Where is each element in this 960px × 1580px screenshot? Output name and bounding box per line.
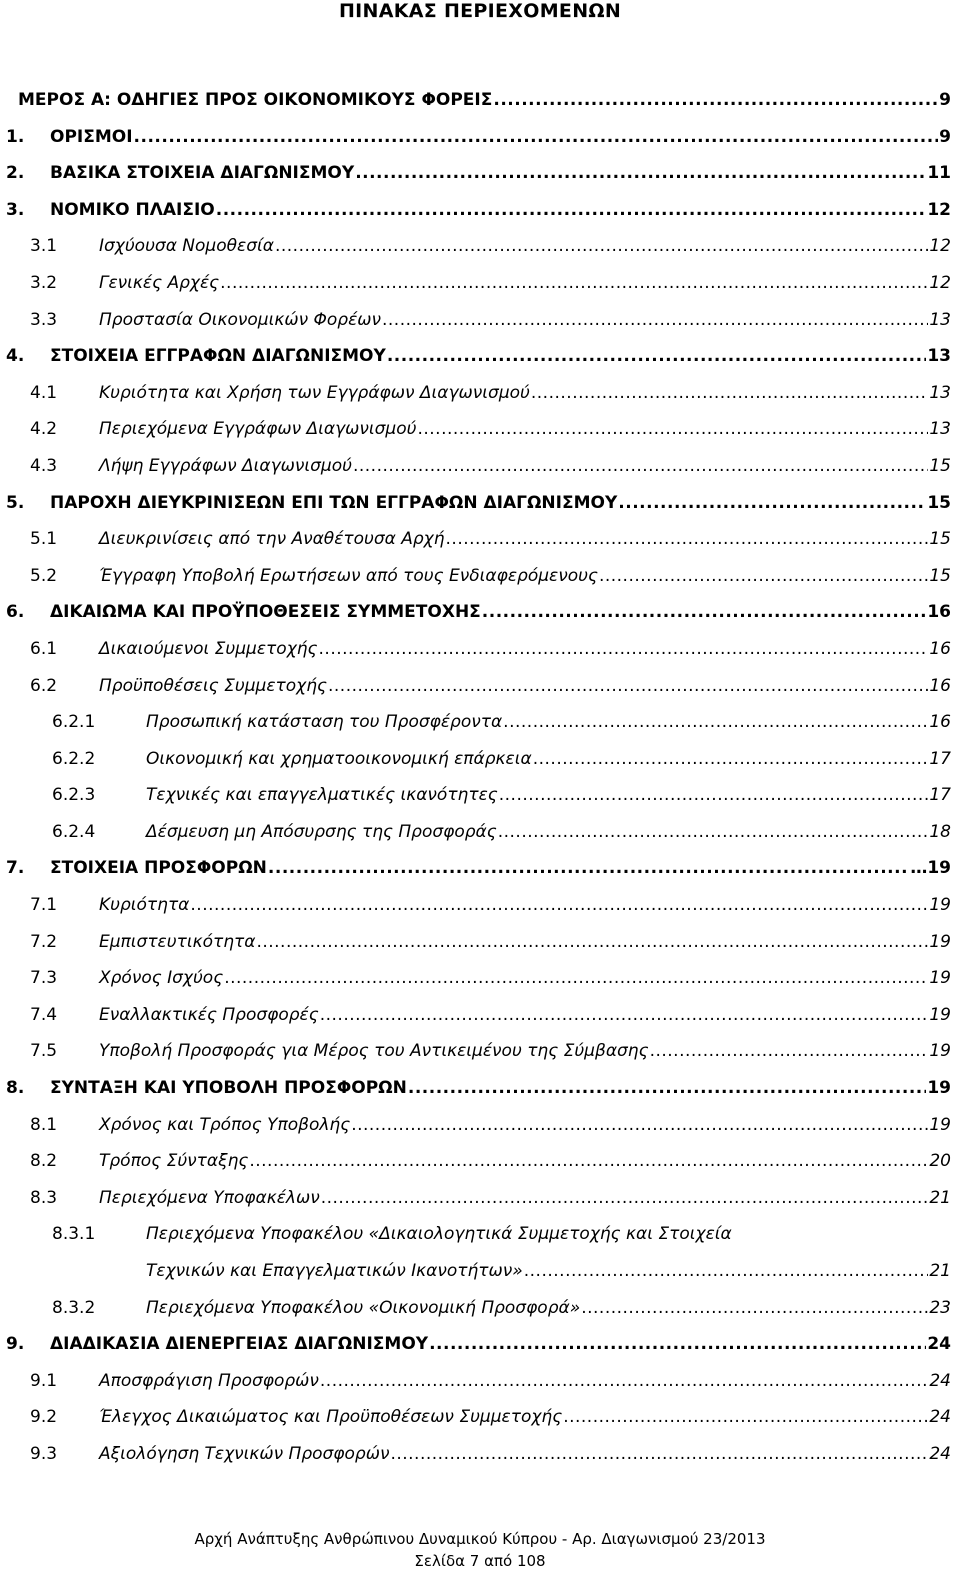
toc-leader-dots <box>320 1367 928 1395</box>
toc-entry-number: 4.1 <box>30 382 58 403</box>
toc-entry-page: 12 <box>929 236 951 257</box>
toc-entry-number: 9.3 <box>30 1443 58 1464</box>
toc-entry-page: 19 <box>929 931 951 952</box>
toc-leader-dots <box>328 672 928 700</box>
toc-entry-title: Οικονομική και χρηματοοικονομική επάρκεια <box>146 748 532 769</box>
toc-entry-number: 7.3 <box>30 968 58 989</box>
toc-entry-page: 9 <box>939 126 951 147</box>
toc-entry-number: 7.1 <box>30 895 58 916</box>
toc-leader-dots <box>319 635 929 663</box>
toc-entry-page: 12 <box>927 199 951 220</box>
toc-leader-dots <box>482 598 927 626</box>
toc-entry-title: Λήψη Εγγράφων Διαγωνισμού <box>99 455 352 476</box>
toc-entry-title: Τεχνικές και επαγγελματικές ικανότητες <box>146 785 498 806</box>
toc-leader-dots <box>355 159 926 187</box>
toc-entry-title: Έγγραφη Υποβολή Ερωτήσεων από τους Ενδιαφερόμενους <box>99 565 598 586</box>
toc-entry-title: Αξιολόγηση Τεχνικών Προσφορών <box>99 1443 390 1464</box>
toc-entry-number: 7.4 <box>30 1004 58 1025</box>
toc-entry-number: 6.2 <box>30 675 58 696</box>
toc-entry[interactable] <box>6 306 951 343</box>
toc-entry-number: 7.2 <box>30 931 58 952</box>
toc-entry-number: 4.2 <box>30 419 58 440</box>
table-of-contents <box>6 86 951 1477</box>
toc-entry-page: 15 <box>927 492 951 513</box>
toc-entry-number: 4.3 <box>30 455 58 476</box>
toc-entry[interactable] <box>6 379 951 416</box>
toc-leader-dots <box>220 269 928 297</box>
toc-entry-page: 20 <box>929 1151 951 1172</box>
toc-entry-page: 21 <box>929 1261 951 1281</box>
toc-entry[interactable] <box>6 123 951 160</box>
toc-entry-page: 19 <box>929 968 951 989</box>
toc-leader-dots <box>387 342 927 370</box>
toc-entry-title: Διευκρινίσεις από την Αναθέτουσα Αρχή <box>99 529 445 550</box>
toc-entry-page: 19 <box>927 1078 951 1099</box>
toc-entry-title: ΝΟΜΙΚΟ ΠΛΑΙΣΙΟ <box>50 199 215 220</box>
toc-entry-number: 4. <box>6 346 25 367</box>
toc-entry-title: ΔΙΚΑΙΩΜΑ ΚΑΙ ΠΡΟΫΠΟΘΕΣΕΙΣ ΣΥΜΜΕΤΟΧΗΣ <box>50 602 481 623</box>
toc-entry-page: 17 <box>929 785 951 806</box>
toc-leader-dots <box>390 1440 928 1468</box>
toc-entry[interactable] <box>6 891 951 928</box>
toc-leader-dots <box>429 1330 926 1358</box>
toc-leader-dots <box>268 854 909 882</box>
toc-entry-title: Γενικές Αρχές <box>99 272 220 293</box>
toc-entry-title: ΣΤΟΙΧΕΙΑ ΠΡΟΣΦΟΡΩΝ <box>50 858 267 879</box>
toc-entry-page: 17 <box>929 748 951 769</box>
toc-entry-page: 18 <box>929 821 951 842</box>
toc-entry-number: 9.1 <box>30 1370 58 1391</box>
toc-entry[interactable] <box>6 232 951 269</box>
toc-entry-title: Ισχύουσα Νομοθεσία <box>99 236 274 257</box>
toc-leader-dots <box>446 525 929 553</box>
toc-entry-page: 13 <box>927 346 951 367</box>
toc-entry-title: Χρόνος και Τρόπος Υποβολής <box>99 1114 351 1135</box>
toc-entry-title: Περιεχόμενα Υποφακέλου «Οικονομική Προσφορά» <box>146 1297 581 1318</box>
toc-entry-number: 2. <box>6 163 25 184</box>
toc-entry-title: Τεχνικών και Επαγγελματικών Ικανοτήτων» <box>146 1261 523 1281</box>
toc-entry[interactable] <box>6 525 951 562</box>
toc-entry-page: 16 <box>929 712 951 733</box>
toc-entry[interactable] <box>6 1294 951 1331</box>
toc-entry-number: 6.1 <box>30 638 58 659</box>
toc-entry-title: Κυριότητα και Χρήση των Εγγράφων Διαγωνισμού <box>99 382 530 403</box>
toc-entry-title: Εμπιστευτικότητα <box>99 931 256 952</box>
toc-entry-number: 7.5 <box>30 1041 58 1062</box>
toc-entry-title: Τρόπος Σύνταξης <box>99 1151 249 1172</box>
toc-entry-title: ΠΑΡΟΧΗ ΔΙΕΥΚΡΙΝΙΣΕΩΝ ΕΠΙ ΤΩΝ ΕΓΓΡΑΦΩΝ ΔΙΑΓΩΝΙΣΜΟΥ <box>50 492 618 513</box>
toc-entry-page: 9 <box>939 90 951 110</box>
toc-entry[interactable] <box>6 672 951 709</box>
toc-entry-title: Προϋποθέσεις Συμμετοχής <box>99 675 327 696</box>
toc-entry[interactable] <box>6 86 951 123</box>
toc-entry[interactable] <box>6 415 951 452</box>
toc-entry[interactable] <box>6 269 951 306</box>
toc-entry[interactable] <box>6 818 951 855</box>
toc-entry[interactable] <box>6 452 951 489</box>
toc-entry[interactable] <box>6 196 951 233</box>
toc-leader-dots <box>531 379 928 407</box>
toc-entry-number: 6.2.3 <box>52 785 96 806</box>
toc-leader-dots <box>134 123 939 151</box>
toc-entry-number: 9.2 <box>30 1407 58 1428</box>
toc-leader-dots <box>581 1294 928 1322</box>
toc-entry-number: 5.1 <box>30 529 58 550</box>
toc-entry-page: 16 <box>929 675 951 696</box>
toc-entry-page: 19 <box>929 895 951 916</box>
toc-entry-page: 16 <box>927 602 951 623</box>
toc-entry-number: 5. <box>6 492 25 513</box>
toc-entry-number: 8.1 <box>30 1114 58 1135</box>
toc-entry-number: 3.3 <box>30 309 58 330</box>
toc-leader-dots <box>493 86 938 114</box>
toc-entry-page: 19 <box>929 1114 951 1135</box>
toc-entry[interactable] <box>6 1403 951 1440</box>
toc-entry-title: Περιεχόμενα Υποφακέλου «Δικαιολογητικά Συμμετοχής και Στοιχεία <box>146 1224 732 1245</box>
toc-leader-dots <box>417 415 928 443</box>
toc-entry-number: 6. <box>6 602 25 623</box>
toc-entry-number: 9. <box>6 1334 25 1355</box>
toc-entry-page: 19 <box>929 1004 951 1025</box>
toc-entry-title: Δικαιούμενοι Συμμετοχής <box>99 638 318 659</box>
toc-leader-dots <box>190 891 928 919</box>
toc-entry[interactable] <box>6 1037 951 1074</box>
toc-leader-dots <box>382 306 928 334</box>
toc-entry-page: 19 <box>929 1041 951 1062</box>
toc-entry-number: 6.2.4 <box>52 821 96 842</box>
toc-entry[interactable] <box>6 489 951 526</box>
toc-entry-number: 5.2 <box>30 565 58 586</box>
toc-leader-dots <box>351 1111 928 1139</box>
toc-leader-dots <box>224 964 928 992</box>
toc-entry-page: 24 <box>927 1334 951 1355</box>
toc-entry[interactable] <box>6 562 951 599</box>
toc-entry[interactable] <box>6 1111 951 1148</box>
toc-entry-page: 24 <box>929 1370 951 1391</box>
toc-entry-page: 15 <box>929 455 951 476</box>
toc-entry[interactable] <box>6 781 951 818</box>
toc-leader-dots <box>599 562 928 590</box>
toc-leader-dots <box>249 1147 928 1175</box>
toc-entry-number: 1. <box>6 126 25 147</box>
toc-entry-page: 15 <box>929 529 951 550</box>
toc-entry-title: ΣΤΟΙΧΕΙΑ ΕΓΓΡΑΦΩΝ ΔΙΑΓΩΝΙΣΜΟΥ <box>50 346 386 367</box>
footer-page-number: Σελίδα 7 από 108 <box>414 1552 546 1570</box>
toc-entry-title: Περιεχόμενα Εγγράφων Διαγωνισμού <box>99 419 417 440</box>
toc-entry-page: 13 <box>929 309 951 330</box>
toc-entry[interactable] <box>6 1147 951 1184</box>
toc-entry-title: ΔΙΑΔΙΚΑΣΙΑ ΔΙΕΝΕΡΓΕΙΑΣ ΔΙΑΓΩΝΙΣΜΟΥ <box>50 1334 429 1355</box>
toc-entry-page: 11 <box>927 163 951 184</box>
toc-entry-page: 24 <box>929 1407 951 1428</box>
toc-entry-page: 13 <box>929 382 951 403</box>
toc-entry[interactable] <box>6 342 951 379</box>
toc-leader-dots <box>563 1403 928 1431</box>
toc-entry[interactable] <box>6 1440 951 1477</box>
toc-entry-title: Έλεγχος Δικαιώματος και Προϋποθέσεων Συμμετοχής <box>99 1407 563 1428</box>
toc-entry-number: 7. <box>6 858 25 879</box>
toc-leader-dots <box>216 196 927 224</box>
toc-entry[interactable] <box>6 928 951 965</box>
toc-leader-dots <box>320 1001 929 1029</box>
toc-entry[interactable] <box>6 598 951 635</box>
toc-entry-page: 24 <box>929 1443 951 1464</box>
toc-leader-dots <box>498 818 929 846</box>
toc-entry-page: 16 <box>929 638 951 659</box>
toc-entry-page: 21 <box>929 1187 951 1208</box>
toc-leader-dots <box>650 1037 929 1065</box>
page-footer <box>0 1528 960 1572</box>
toc-entry-title: Εναλλακτικές Προσφορές <box>99 1004 319 1025</box>
toc-entry[interactable] <box>6 1074 951 1111</box>
toc-leader-dots <box>618 489 926 517</box>
toc-entry-title: Περιεχόμενα Υποφακέλων <box>99 1187 320 1208</box>
toc-entry[interactable] <box>6 745 951 782</box>
toc-entry-title: Αποσφράγιση Προσφορών <box>99 1370 319 1391</box>
toc-entry-page: …19 <box>910 858 951 879</box>
toc-entry-page: 12 <box>929 272 951 293</box>
toc-leader-dots <box>408 1074 926 1102</box>
toc-entry-number: 8. <box>6 1078 25 1099</box>
toc-entry-number: 8.3.2 <box>52 1297 96 1318</box>
toc-entry-number: 8.3 <box>30 1187 58 1208</box>
toc-entry-title: Δέσμευση μη Απόσυρσης της Προσφοράς <box>146 821 497 842</box>
toc-entry[interactable] <box>6 635 951 672</box>
toc-entry-page: 23 <box>929 1297 951 1318</box>
toc-entry[interactable] <box>6 964 951 1001</box>
toc-entry-title: ΒΑΣΙΚΑ ΣΤΟΙΧΕΙΑ ΔΙΑΓΩΝΙΣΜΟΥ <box>50 163 355 184</box>
toc-entry-title: ΟΡΙΣΜΟΙ <box>50 126 133 147</box>
toc-leader-dots <box>353 452 928 480</box>
toc-entry-title: Χρόνος Ισχύος <box>99 968 224 989</box>
toc-entry-title: Προσωπική κατάσταση του Προσφέροντα <box>146 712 503 733</box>
toc-entry[interactable] <box>6 1001 951 1038</box>
toc-entry[interactable] <box>6 1184 951 1221</box>
toc-leader-dots <box>499 781 929 809</box>
toc-leader-dots <box>256 928 928 956</box>
toc-entry[interactable] <box>6 708 951 745</box>
footer-organization: Αρχή Ανάπτυξης Ανθρώπινου Δυναμικού Κύπρου - Αρ. Διαγωνισμού 23/2013 <box>194 1530 766 1548</box>
toc-entry[interactable] <box>6 1367 951 1404</box>
toc-entry-number: 6.2.2 <box>52 748 96 769</box>
toc-entry-number: 3.1 <box>30 236 58 257</box>
toc-leader-dots <box>503 708 928 736</box>
toc-entry-title: Υποβολή Προσφοράς για Μέρος του Αντικειμένου της Σύμβασης <box>99 1041 649 1062</box>
toc-entry-page: 13 <box>929 419 951 440</box>
toc-entry-number: 8.3.1 <box>52 1224 96 1245</box>
toc-entry-number: 3. <box>6 199 25 220</box>
toc-leader-dots <box>321 1184 929 1212</box>
toc-entry-title: ΣΥΝΤΑΞΗ ΚΑΙ ΥΠΟΒΟΛΗ ΠΡΟΣΦΟΡΩΝ <box>50 1078 407 1099</box>
toc-entry[interactable] <box>6 159 951 196</box>
page-title: ΠΙΝΑΚΑΣ ΠΕΡΙΕΧΟΜΕΝΩΝ <box>338 0 622 22</box>
toc-entry-title: Κυριότητα <box>99 895 190 916</box>
toc-entry-page: 15 <box>929 565 951 586</box>
toc-leader-dots <box>275 232 928 260</box>
toc-entry-number: 3.2 <box>30 272 58 293</box>
toc-entry[interactable] <box>6 1220 951 1257</box>
toc-entry-title: Προστασία Οικονομικών Φορέων <box>99 309 381 330</box>
toc-entry-continuation[interactable] <box>6 1257 951 1294</box>
toc-entry[interactable] <box>6 1330 951 1367</box>
toc-entry-number: 6.2.1 <box>52 712 96 733</box>
toc-entry-title: ΜΕΡΟΣ Α: ΟΔΗΓΙΕΣ ΠΡΟΣ ΟΙΚΟΝΟΜΙΚΟΥΣ ΦΟΡΕΙΣ <box>18 90 493 110</box>
toc-entry-number: 8.2 <box>30 1151 58 1172</box>
toc-leader-dots <box>533 745 929 773</box>
toc-entry[interactable] <box>6 854 951 891</box>
toc-leader-dots <box>524 1257 929 1285</box>
